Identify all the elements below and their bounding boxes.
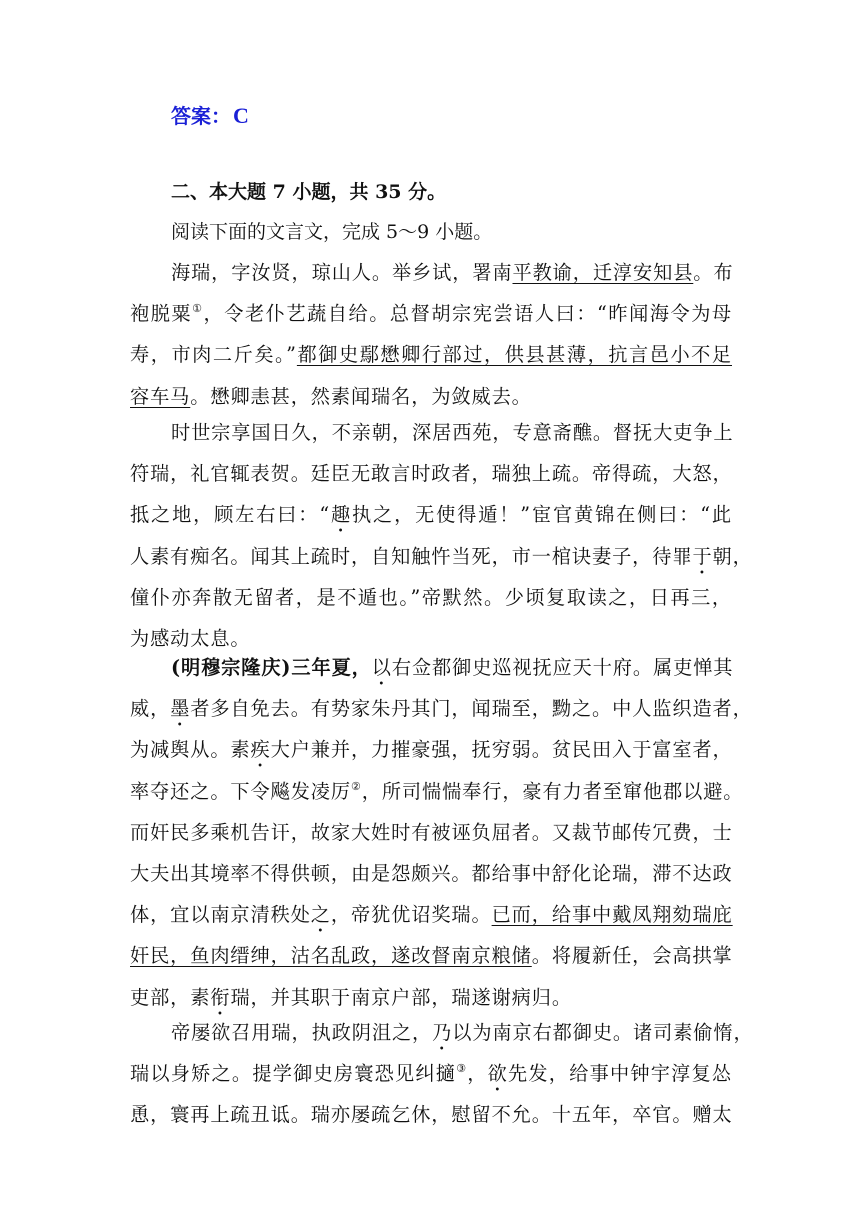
passage-paragraph-2	[130, 412, 753, 659]
text-run: 人素有痴名。闻其上疏时，自知触忤当死，市一棺诀妻子，待罪	[130, 544, 693, 568]
underlined-text: 都御史鄢懋卿行部过，供县甚薄，抗言邑小不足	[296, 343, 732, 367]
underlined-text: 奸民，鱼肉缙绅，沽名乱政，遂改督南京粮储	[130, 944, 532, 968]
text-line: 符瑞，礼官辄表贺。廷臣无敢言时政者，瑞独上疏。帝得疏，大怒，	[130, 462, 733, 486]
text-run: 先发，给事中钟宇淳复怂	[508, 1062, 732, 1086]
text-run: 瑞以身矫之。提学御史房寰恐见纠擿	[130, 1062, 457, 1086]
text-line	[130, 688, 753, 729]
text-line	[130, 536, 753, 577]
text-run: 寿，市肉二斤矣。”	[130, 343, 297, 367]
text-run: ，帝犹优诏奖瑞。	[330, 903, 492, 927]
dotted-word: 疾	[250, 738, 271, 762]
text-line: 而奸民多乘机告讦，故家大姓时有被诬负屈者。又裁节邮传冗费，士	[130, 820, 733, 844]
underlined-text: 平教谕，迁淳安知县	[512, 261, 694, 284]
dotted-word: 欲	[487, 1062, 509, 1086]
text-run: (明穆宗隆庆)三年夏，	[171, 656, 372, 679]
text-run: 执之，无使得遁！”宦官黄锦在侧曰：“此	[352, 503, 732, 527]
text-run: 。懋卿恚甚，然素闻瑞名，为敛威去。	[190, 384, 532, 408]
text-run: 海瑞，字汝贤，琼山人。举乡试，署南	[171, 261, 513, 284]
text-run: 瑞，并其职于南京户部，瑞遂谢病归。	[230, 985, 572, 1009]
text-run: 。布	[693, 261, 734, 284]
text-line: 恿，寰再上疏丑诋。瑞亦屡疏乞休，慰留不允。十五年，卒官。赠太	[130, 1103, 733, 1127]
underlined-text: 容车马	[130, 384, 191, 408]
section-heading: 二、本大题 7 小题，共 35 分。	[171, 181, 447, 203]
text-line: 大夫出其境率不得供顿，由是怨颇兴。都给事中舒化论瑞，滞不达政	[130, 861, 733, 885]
text-line	[130, 494, 732, 535]
underlined-text: 已而，给事中戴凤翔劾瑞庇	[491, 903, 733, 927]
text-run: 者多自免去。有势家朱丹其门，闻瑞至，黝之。中人监织造者，	[190, 697, 753, 721]
dotted-word: 之	[310, 903, 331, 927]
text-run: 袍脱粟	[130, 302, 193, 326]
dotted-word: 衔	[210, 985, 231, 1009]
text-run: 体，宜以南京清秩处	[130, 903, 311, 927]
text-run: 右佥都御史巡视抚应天十府。属吏惮其	[391, 656, 734, 679]
section-instruction: 阅读下面的文言文，完成 5～9 小题。	[171, 221, 493, 243]
text-run: 抵之地，顾左右曰：“	[130, 503, 331, 527]
text-line	[130, 1012, 754, 1053]
text-run: 吏部，素	[130, 985, 211, 1009]
text-run: 率夺还之。下令飚发凌厉	[130, 779, 351, 803]
text-line	[130, 1053, 732, 1094]
footnote-marker: ①	[192, 302, 204, 316]
text-line: 时世宗享国日久，不亲朝，深居西苑，专意斋醮。督抚大吏争上	[171, 421, 734, 444]
text-run: ，所司惴惴奉行，豪有力者至窜他郡以避。	[361, 779, 744, 803]
footnote-marker: ③	[456, 1062, 468, 1076]
text-run: 以为南京右都御史。诸司素偷惰，	[452, 1021, 754, 1044]
dotted-word: 墨	[170, 697, 191, 721]
passage-paragraph-4	[130, 1012, 754, 1136]
text-line	[130, 293, 732, 334]
answer-line	[171, 101, 249, 131]
text-line: 为感动太息。	[130, 626, 251, 650]
dotted-word: 乃	[432, 1021, 453, 1044]
dotted-word: 趣	[330, 503, 353, 527]
text-run: 朝，	[712, 544, 753, 568]
text-line	[130, 935, 732, 976]
text-line	[130, 771, 744, 812]
text-run: 为减舆从。素	[130, 738, 251, 762]
footnote-marker: ②	[350, 779, 362, 793]
text-run: 威，	[130, 697, 171, 721]
text-line	[130, 647, 732, 688]
text-line	[130, 334, 732, 375]
text-line: 僮仆亦奔散无留者，是不遁也。”帝默然。少顷复取读之，日再三，	[130, 585, 732, 609]
answer-label: 答案：	[171, 104, 231, 128]
text-line	[130, 376, 732, 417]
text-run: ，令老仆艺蔬自给。总督胡宗宪尝语人曰：“昨闻海令为母	[203, 302, 732, 326]
text-line	[130, 894, 732, 935]
text-run: ，	[467, 1062, 488, 1086]
dotted-word: 于	[692, 544, 713, 568]
passage-paragraph-3	[130, 647, 753, 1018]
dotted-word: 以	[371, 656, 392, 679]
text-run: 帝屡欲召用瑞，执政阴沮之，	[171, 1021, 433, 1044]
text-line	[130, 252, 732, 293]
passage-paragraph-1	[130, 252, 732, 417]
text-run: 大户兼并，力摧豪强，抚穷弱。贫民田入于富室者，	[270, 738, 733, 762]
text-line	[130, 729, 732, 770]
answer-value: C	[233, 103, 249, 128]
text-run: 。将履新任，会高拱掌	[531, 944, 733, 968]
